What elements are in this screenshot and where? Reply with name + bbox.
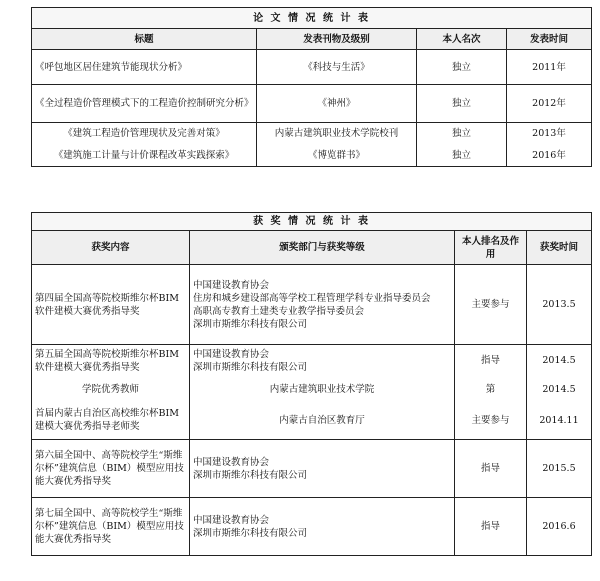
award-dept: 中国建设教育协会 深圳市斯维尔科技有限公司 bbox=[190, 440, 455, 498]
table-row bbox=[32, 345, 592, 377]
table-row bbox=[32, 498, 592, 556]
paper-rank: 独立 bbox=[417, 145, 507, 167]
award-dept: 中国建设教育协会 住房和城乡建设部高等学校工程管理学科专业指导委员会 高职高专教育土建类专业教学指导委员会 深圳市斯维尔科技有限公司 bbox=[190, 265, 455, 345]
table-row bbox=[32, 402, 592, 440]
table-row bbox=[32, 377, 592, 402]
award-role: 第 bbox=[455, 377, 527, 402]
award-content: 第五届全国高等院校斯维尔杯BIM软件建模大赛优秀指导奖 bbox=[32, 345, 190, 377]
paper-rank: 独立 bbox=[417, 123, 507, 145]
paper-journal: 《神州》 bbox=[257, 85, 417, 123]
award-role: 主要参与 bbox=[455, 265, 527, 345]
award-role: 指导 bbox=[455, 440, 527, 498]
award-date: 2014.5 bbox=[527, 345, 592, 377]
award-date: 2014.5 bbox=[527, 377, 592, 402]
paper-date: 2016年 bbox=[507, 145, 592, 167]
paper-title: 《建筑施工计量与计价课程改革实践探索》 bbox=[32, 145, 257, 167]
papers-table-title: 论 文 情 况 统 计 表 bbox=[32, 8, 592, 29]
award-dept: 中国建设教育协会 深圳市斯维尔科技有限公司 bbox=[190, 498, 455, 556]
paper-rank: 独立 bbox=[417, 85, 507, 123]
awards-table bbox=[31, 212, 592, 556]
award-date: 2015.5 bbox=[527, 440, 592, 498]
papers-header-rank: 本人名次 bbox=[417, 29, 507, 50]
paper-date: 2011年 bbox=[507, 50, 592, 85]
awards-header-dept: 颁奖部门与获奖等级 bbox=[190, 231, 455, 265]
award-role: 指导 bbox=[455, 498, 527, 556]
paper-journal: 《博览群书》 bbox=[257, 145, 417, 167]
award-content: 第六届全国中、高等院校学生“斯维尔杯”建筑信息（BIM）模型应用技能大赛优秀指导奖 bbox=[32, 440, 190, 498]
award-content: 学院优秀教师 bbox=[32, 377, 190, 402]
paper-journal: 《科技与生活》 bbox=[257, 50, 417, 85]
award-content: 第七届全国中、高等院校学生“斯维尔杯”建筑信息（BIM）模型应用技能大赛优秀指导奖 bbox=[32, 498, 190, 556]
award-dept: 内蒙古建筑职业技术学院 bbox=[190, 377, 455, 402]
paper-title: 《建筑工程造价管理现状及完善对策》 bbox=[32, 123, 257, 145]
award-content: 首届内蒙古自治区高校维尔杯BIM建模大赛优秀指导老师奖 bbox=[32, 402, 190, 440]
award-date: 2016.6 bbox=[527, 498, 592, 556]
award-content: 第四届全国高等院校斯维尔杯BIM软件建模大赛优秀指导奖 bbox=[32, 265, 190, 345]
table-row bbox=[32, 85, 592, 123]
awards-header-role: 本人排名及作用 bbox=[455, 231, 527, 265]
paper-title: 《全过程造价管理模式下的工程造价控制研究分析》 bbox=[32, 85, 257, 123]
award-role: 主要参与 bbox=[455, 402, 527, 440]
awards-table-title: 获 奖 情 况 统 计 表 bbox=[32, 213, 592, 231]
awards-header-content: 获奖内容 bbox=[32, 231, 190, 265]
award-role: 指导 bbox=[455, 345, 527, 377]
papers-table bbox=[31, 7, 592, 167]
award-dept: 中国建设教育协会 深圳市斯维尔科技有限公司 bbox=[190, 345, 455, 377]
paper-date: 2012年 bbox=[507, 85, 592, 123]
table-row bbox=[32, 265, 592, 345]
award-dept: 内蒙古自治区教育厅 bbox=[190, 402, 455, 440]
papers-header-title: 标题 bbox=[32, 29, 257, 50]
paper-journal: 内蒙古建筑职业技术学院校刊 bbox=[257, 123, 417, 145]
table-row bbox=[32, 123, 592, 145]
award-date: 2013.5 bbox=[527, 265, 592, 345]
papers-header-journal: 发表刊物及级别 bbox=[257, 29, 417, 50]
papers-header-date: 发表时间 bbox=[507, 29, 592, 50]
award-date: 2014.11 bbox=[527, 402, 592, 440]
paper-title: 《呼包地区居住建筑节能现状分析》 bbox=[32, 50, 257, 85]
awards-header-date: 获奖时间 bbox=[527, 231, 592, 265]
table-row bbox=[32, 50, 592, 85]
table-row bbox=[32, 145, 592, 167]
paper-date: 2013年 bbox=[507, 123, 592, 145]
table-row bbox=[32, 440, 592, 498]
paper-rank: 独立 bbox=[417, 50, 507, 85]
